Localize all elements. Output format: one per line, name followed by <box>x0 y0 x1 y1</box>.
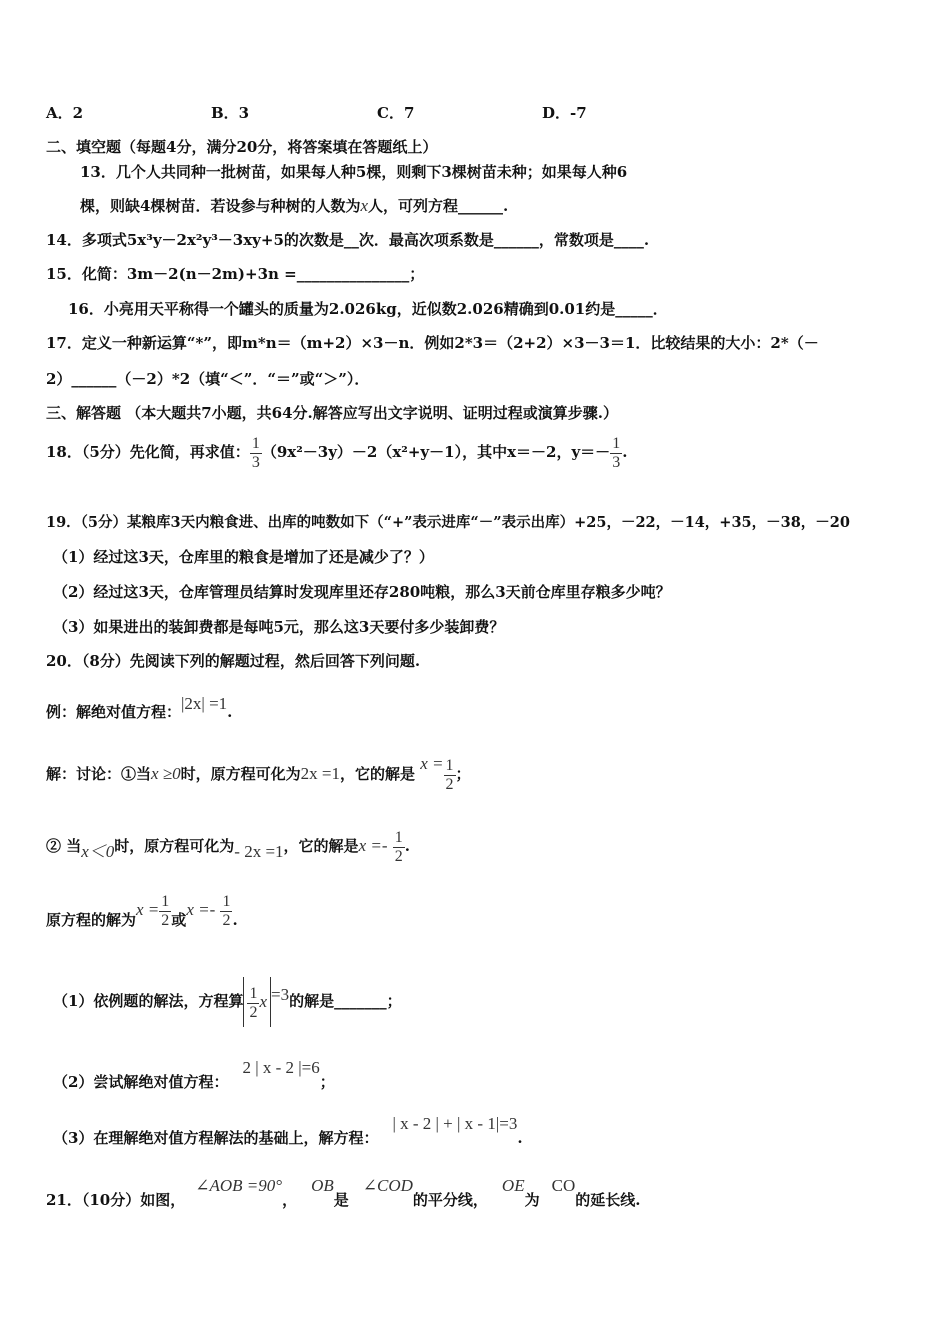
option-a: A．2 <box>46 104 84 122</box>
q21-angle-cod: ∠COD <box>362 1176 413 1195</box>
q19-part2: （2）经过这3天，仓库管理员结算时发现库里还存280吨粮，那么3天前仓库里存粮多少吨？ <box>53 583 671 601</box>
q20-2-end: ； <box>319 1073 335 1091</box>
example-label: 例：解绝对值方程： <box>46 703 182 721</box>
q20-part1 <box>53 970 402 1027</box>
sol1-text-c: ，它的解是 <box>340 765 416 783</box>
example-equation: |2x| =1 <box>181 694 228 713</box>
q18 <box>46 432 627 472</box>
q20-1-x: x <box>259 992 267 1011</box>
sol1-text-a: 解：讨论：①当 <box>46 765 152 783</box>
q21-oe: OE <box>501 1176 525 1195</box>
final-fraction-1: $\frac{1}{2}$ <box>161 892 170 929</box>
sol2-end: . <box>404 837 410 855</box>
q21-text-b: 是 <box>333 1191 349 1209</box>
q17-line2: 2）______（－2）*2（填“＜”．“＝”或“＞”）． <box>46 370 370 388</box>
sol2-text-a: ② 当 <box>46 837 82 855</box>
example-end: . <box>227 703 233 721</box>
q21 <box>46 1166 640 1220</box>
sol1-end: ； <box>455 765 471 783</box>
sol2-equation: - 2x =1 <box>234 842 284 861</box>
q21-angle-aob: ∠AOB =90° <box>195 1176 283 1195</box>
q20-3-text: （3）在理解绝对值方程解法的基础上，解方程： <box>53 1129 379 1147</box>
q21-text-a: 21．（10分）如图， <box>46 1191 186 1209</box>
final-x1: x = <box>136 900 160 919</box>
sol2-x: x =- <box>358 836 388 855</box>
q13-text-a: 棵，则缺4棵树苗．若设参与种树的人数为 <box>80 197 361 215</box>
q18-text-b: （9x²－3y）－2（x²+y－1），其中x＝－2，y＝－ <box>261 443 611 461</box>
sol1-condition: x ≥0 <box>151 764 181 783</box>
solution-final <box>46 888 238 942</box>
sol1-x: x = <box>420 754 444 773</box>
q20-1-text-b: 的解是_______； <box>289 992 402 1010</box>
sol2-condition: x＜0 <box>81 842 115 861</box>
q21-text-d: 为 <box>524 1191 540 1209</box>
q20-2-equation: 2 | x - 2 |=6 <box>242 1058 320 1077</box>
q20-part3 <box>53 1106 523 1156</box>
q20-1-equals: =3 <box>271 985 290 1004</box>
final-text: 原方程的解为 <box>46 911 137 929</box>
q17-line1: 17．定义一种新运算“*”，即m*n＝（m+2）×3－n．例如2*3＝（2+2）×3－3＝1．比较结果的大小：2*（－ <box>46 334 819 352</box>
section-3-heading: 三、解答题 （本大题共7小题，共64分.解答应写出文字说明、证明过程或演算步骤.） <box>46 404 618 422</box>
q16: 16．小亮用天平称得一个罐头的质量为2.026kg，近似数2.026精确到0.01约是_____． <box>68 300 668 318</box>
q20-3-equation: | x - 2 | + | x - 1|=3 <box>392 1114 518 1133</box>
q19: 19．（5分）某粮库3天内粮食进、出库的吨数如下（“+”表示进库“－”表示出库）+25，－22，－14，+35，－38，－20 <box>46 514 850 531</box>
q14: 14．多项式5x³y－2x²y³－3xy+5的次数是__次．最高次项系数是______，常数项是____. <box>46 231 650 249</box>
q19-part1: （1）经过这3天，仓库里的粮食是增加了还是减少了？） <box>53 548 434 566</box>
final-fraction-2: $\frac{1}{2}$ <box>222 892 231 929</box>
q18-text-a: 18．（5分）先化简，再求值： <box>46 443 250 461</box>
q21-text-e: 的延长线. <box>575 1191 641 1209</box>
q18-end: . <box>622 443 628 461</box>
final-x2: x =- <box>186 900 216 919</box>
q20-part2 <box>53 1050 335 1100</box>
q20: 20．（8分）先阅读下列的解题过程，然后回答下列问题. <box>46 652 421 670</box>
solution-case-1 <box>46 744 471 794</box>
q15: 15．化简：3m－2(n－2m)+3n =_______________； <box>46 265 425 283</box>
sol2-text-b: 时，原方程可化为 <box>114 837 235 855</box>
sol2-fraction: $\frac{1}{2}$ <box>394 828 403 865</box>
q13-variable: x <box>360 196 368 215</box>
q20-1-fraction: $\frac{1}{2}$ <box>249 984 258 1021</box>
q20-1-text-a: （1）依例题的解法，方程算 <box>53 992 244 1010</box>
q18-fraction-2: $\frac{1}{3}$ <box>612 434 621 471</box>
q13-line2 <box>80 196 508 216</box>
q13-text-b: 人，可列方程______. <box>368 197 509 215</box>
q20-1-absolute <box>243 977 271 1027</box>
q21-co: CO <box>551 1176 576 1195</box>
q19-part3: （3）如果进出的装卸费都是每吨5元，那么这3天要付多少装卸费？ <box>53 618 505 636</box>
option-d: D．-7 <box>542 104 587 122</box>
q18-fraction: $\frac{1}{3}$ <box>251 434 260 471</box>
q21-comma: ， <box>282 1191 298 1209</box>
solution-case-2 <box>46 826 410 872</box>
option-b: B．3 <box>211 104 250 122</box>
final-end: . <box>232 911 238 929</box>
final-or: 或 <box>171 911 187 929</box>
q20-3-end: . <box>517 1129 523 1147</box>
example-line <box>46 686 232 730</box>
q20-2-text: （2）尝试解绝对值方程： <box>53 1073 229 1091</box>
sol1-fraction: $\frac{1}{2}$ <box>445 756 454 793</box>
sol1-equation: 2x =1 <box>300 764 341 783</box>
q21-ob: OB <box>311 1176 334 1195</box>
sol1-text-b: 时，原方程可化为 <box>180 765 301 783</box>
section-2-heading: 二、填空题（每题4分，满分20分，将答案填在答题纸上） <box>46 138 438 156</box>
q21-text-c: 的平分线， <box>412 1191 488 1209</box>
sol2-text-c: ，它的解是 <box>283 837 359 855</box>
option-c: C．7 <box>377 104 415 122</box>
q13-line1: 13．几个人共同种一批树苗，如果每人种5棵，则剩下3棵树苗未种；如果每人种6 <box>80 163 628 181</box>
